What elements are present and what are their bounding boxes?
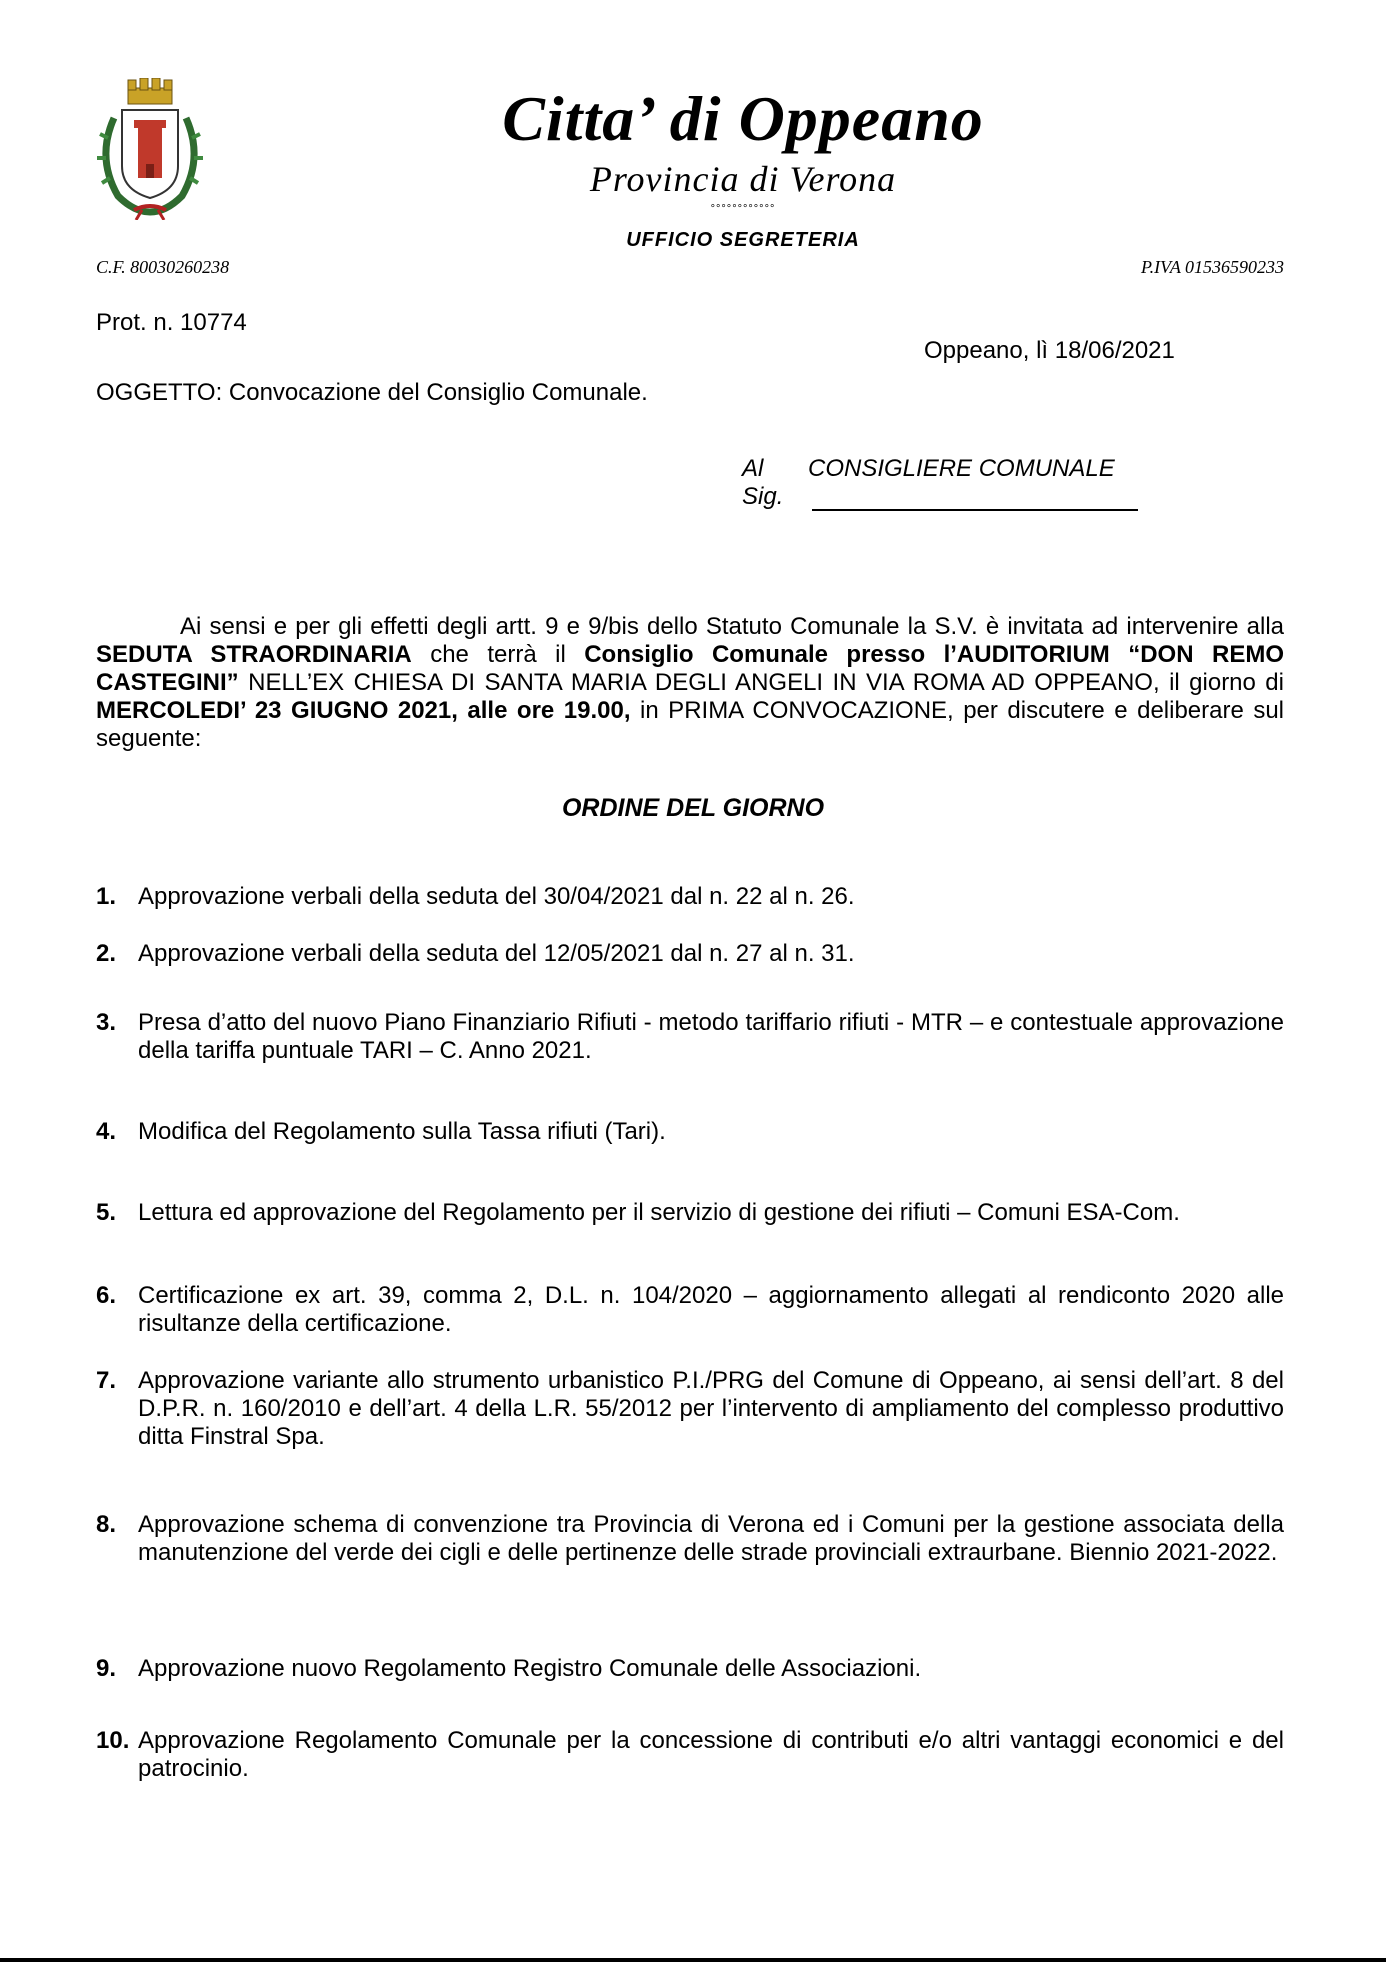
vat-number: P.IVA 01536590233 [1141, 257, 1284, 277]
agenda-item-number: 9. [96, 1655, 117, 1682]
agenda-item-text: Certificazione ex art. 39, comma 2, D.L. n. 104/2020 – aggiornamento allegati al rendiconto 2020 alle risultanze della certificazione. [138, 1282, 1284, 1337]
decorative-dots: °°°°°°°°°°°° [710, 203, 776, 215]
body-text-3: NELL’EX CHIESA DI SANTA MARIA DEGLI ANGELI IN VIA ROMA AD OPPEANO, il giorno di [238, 669, 1284, 696]
agenda-item-number: 10. [96, 1727, 130, 1754]
convocation-paragraph [96, 613, 1284, 753]
agenda-item-number: 2. [96, 940, 117, 967]
place-date: Oppeano, lì 18/06/2021 [924, 337, 1175, 364]
body-bold-2: Consiglio Comunale presso l’AUDITORIUM “DON REMO CASTEGINI” [96, 641, 1284, 696]
agenda-title: ORDINE DEL GIORNO [561, 794, 825, 822]
agenda-item-number: 8. [96, 1511, 117, 1538]
recipient-role: CONSIGLIERE COMUNALE [808, 455, 1115, 482]
agenda-item-text: Approvazione schema di convenzione tra Provincia di Verona ed i Comuni per la gestione associata della manutenzione del verde dei cigli e delle pertinenze delle strade provinciali extraurbane. Biennio 2021-2022. [138, 1511, 1284, 1566]
agenda-item-text: Approvazione Regolamento Comunale per la concessione di contributi e/o altri vantaggi economici e del patrocinio. [138, 1727, 1284, 1782]
body-bold-3: MERCOLEDI’ 23 GIUGNO 2021, alle ore 19.00, [96, 697, 631, 724]
body-text-4: in PRIMA CONVOCAZIONE, per discutere e deliberare sul seguente: [96, 697, 1285, 752]
agenda-item-text: Approvazione variante allo strumento urbanistico P.I./PRG del Comune di Oppeano, ai sensi dell’art. 8 del D.P.R. n. 160/2010 e dell’art. 4 della L.R. 55/2012 per l’intervento di ampliamento del complesso produttivo ditta Finstral Spa. [138, 1367, 1284, 1450]
fiscal-code: C.F. 80030260238 [96, 257, 230, 277]
city-title: Citta’ di Oppeano [502, 83, 984, 154]
agenda-item-number: 6. [96, 1282, 117, 1309]
agenda-item-number: 3. [96, 1009, 117, 1036]
office-name: UFFICIO SEGRETERIA [626, 229, 860, 251]
body-text-2: che terrà il [411, 641, 585, 668]
body-bold-1: SEDUTA STRAORDINARIA [96, 641, 412, 668]
agenda-item-number: 5. [96, 1199, 117, 1226]
body-text-1: Ai sensi e per gli effetti degli artt. 9 e 9/bis dello Statuto Comunale la S.V. è invitata ad intervenire alla [180, 613, 1284, 640]
protocol-number: Prot. n. 10774 [96, 309, 247, 336]
agenda-item-text: Approvazione nuovo Regolamento Registro Comunale delle Associazioni. [138, 1655, 922, 1682]
subject-line: OGGETTO: Convocazione del Consiglio Comunale. [96, 379, 648, 406]
agenda-item-text: Presa d’atto del nuovo Piano Finanziario Rifiuti - metodo tariffario rifiuti - MTR – e contestuale approvazione della tariffa puntuale TARI – C. Anno 2021. [138, 1009, 1284, 1064]
agenda-item-number: 4. [96, 1118, 117, 1145]
agenda-item-number: 7. [96, 1367, 117, 1394]
recipient-sig: Sig. [742, 483, 784, 510]
recipient-name-line [812, 509, 1138, 511]
agenda-item-text: Lettura ed approvazione del Regolamento per il servizio di gestione dei rifiuti – Comuni ESA-Com. [138, 1199, 1180, 1226]
agenda-item-text: Approvazione verbali della seduta del 12/05/2021 dal n. 27 al n. 31. [138, 940, 855, 967]
province-subtitle: Provincia di Verona [589, 159, 897, 199]
agenda-item-text: Approvazione verbali della seduta del 30/04/2021 dal n. 22 al n. 26. [138, 883, 855, 910]
page-bottom-border [0, 1958, 1386, 1962]
agenda-item-text: Modifica del Regolamento sulla Tassa rifiuti (Tari). [138, 1118, 666, 1145]
recipient-al: Al [742, 455, 764, 482]
agenda-item-number: 1. [96, 883, 117, 910]
